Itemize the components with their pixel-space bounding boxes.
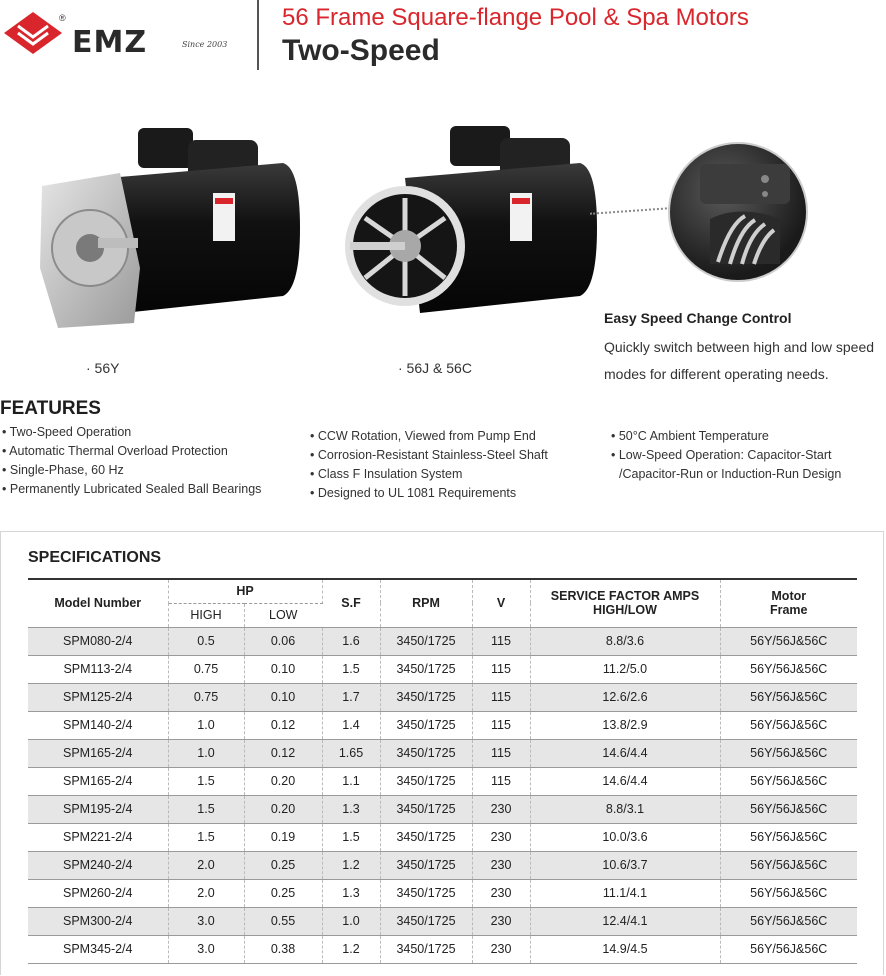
cell-motor-frame: 56Y/56J&56C [720, 907, 857, 935]
header-voltage: V [472, 579, 530, 627]
cell-hp-high: 1.5 [168, 823, 244, 851]
cell-rpm: 3450/1725 [380, 739, 472, 767]
table-row [28, 739, 857, 767]
cell-motor-frame: 56Y/56J&56C [720, 655, 857, 683]
feature-item: • Two-Speed Operation [2, 425, 261, 444]
cell-hp-low: 0.10 [244, 655, 322, 683]
header-sfa-line1: SERVICE FACTOR AMPS [550, 589, 700, 604]
cell-voltage: 230 [472, 879, 530, 907]
cell-hp-low: 0.20 [244, 767, 322, 795]
cell-rpm: 3450/1725 [380, 935, 472, 963]
cell-motor-frame: 56Y/56J&56C [720, 795, 857, 823]
cell-hp-high: 1.5 [168, 767, 244, 795]
header-sfa-line2: HIGH/LOW [593, 603, 657, 618]
cell-service-factor: 1.6 [322, 627, 380, 655]
brand-name: EMZ [72, 25, 148, 60]
table-row [28, 851, 857, 879]
cell-rpm: 3450/1725 [380, 879, 472, 907]
table-row [28, 935, 857, 963]
feature-item: /Capacitor-Run or Induction-Run Design [619, 467, 842, 481]
cell-model-number: SPM260-2/4 [28, 879, 168, 907]
cell-voltage: 115 [472, 711, 530, 739]
cell-service-factor-amps: 14.9/4.5 [530, 935, 720, 963]
cell-motor-frame: 56Y/56J&56C [720, 823, 857, 851]
feature-item: • CCW Rotation, Viewed from Pump End [310, 429, 548, 448]
cell-voltage: 115 [472, 655, 530, 683]
header-hp-high: HIGH [168, 603, 244, 627]
table-row [28, 879, 857, 907]
cell-hp-high: 2.0 [168, 851, 244, 879]
motor-56j-56c-image [345, 118, 597, 333]
feature-item: • Single-Phase, 60 Hz [2, 463, 261, 482]
header-divider [257, 0, 259, 70]
cell-service-factor: 1.5 [322, 655, 380, 683]
cell-motor-frame: 56Y/56J&56C [720, 767, 857, 795]
zoom-connector [590, 207, 670, 215]
cell-hp-high: 1.0 [168, 739, 244, 767]
cell-service-factor: 1.7 [322, 683, 380, 711]
cell-hp-low: 0.55 [244, 907, 322, 935]
table-row [28, 907, 857, 935]
cell-motor-frame: 56Y/56J&56C [720, 711, 857, 739]
cell-model-number: SPM300-2/4 [28, 907, 168, 935]
table-row [28, 711, 857, 739]
cell-model-number: SPM165-2/4 [28, 767, 168, 795]
header-model-number: Model Number [28, 579, 168, 627]
motor-56y-image [38, 118, 300, 333]
page-title: 56 Frame Square-flange Pool & Spa Motors [282, 4, 749, 31]
cell-service-factor: 1.1 [322, 767, 380, 795]
cell-service-factor: 1.3 [322, 795, 380, 823]
cell-service-factor-amps: 12.4/4.1 [530, 907, 720, 935]
cell-model-number: SPM125-2/4 [28, 683, 168, 711]
cell-service-factor-amps: 11.1/4.1 [530, 879, 720, 907]
feature-item: • Designed to UL 1081 Requirements [310, 486, 548, 505]
cell-hp-low: 0.12 [244, 711, 322, 739]
cell-service-factor-amps: 11.2/5.0 [530, 655, 720, 683]
cell-service-factor-amps: 10.6/3.7 [530, 851, 720, 879]
emz-logo-icon [2, 10, 64, 56]
table-row [28, 627, 857, 655]
cell-rpm: 3450/1725 [380, 683, 472, 711]
cell-voltage: 230 [472, 935, 530, 963]
cell-voltage: 230 [472, 907, 530, 935]
cell-hp-low: 0.25 [244, 851, 322, 879]
feature-item: • Low-Speed Operation: Capacitor-Start [611, 448, 841, 467]
cell-model-number: SPM240-2/4 [28, 851, 168, 879]
cell-model-number: SPM140-2/4 [28, 711, 168, 739]
brand-logo [2, 10, 242, 60]
cell-model-number: SPM080-2/4 [28, 627, 168, 655]
cell-motor-frame: 56Y/56J&56C [720, 627, 857, 655]
cell-model-number: SPM345-2/4 [28, 935, 168, 963]
cell-model-number: SPM221-2/4 [28, 823, 168, 851]
cell-voltage: 230 [472, 795, 530, 823]
cell-motor-frame: 56Y/56J&56C [720, 851, 857, 879]
header-motor-frame [720, 579, 857, 627]
cell-rpm: 3450/1725 [380, 795, 472, 823]
features-column-3 [611, 429, 841, 486]
feature-item: • Class F Insulation System [310, 467, 548, 486]
feature-item: • Corrosion-Resistant Stainless-Steel Shaft [310, 448, 548, 467]
cell-service-factor-amps: 10.0/3.6 [530, 823, 720, 851]
cell-rpm: 3450/1725 [380, 907, 472, 935]
feature-item: • Automatic Thermal Overload Protection [2, 444, 261, 463]
cell-motor-frame: 56Y/56J&56C [720, 683, 857, 711]
cell-hp-high: 3.0 [168, 935, 244, 963]
cell-rpm: 3450/1725 [380, 851, 472, 879]
cell-rpm: 3450/1725 [380, 627, 472, 655]
header-frame-line1: Motor [771, 589, 807, 604]
header-sf: S.F [322, 579, 380, 627]
cell-hp-low: 0.06 [244, 627, 322, 655]
cell-motor-frame: 56Y/56J&56C [720, 935, 857, 963]
cell-hp-high: 1.0 [168, 711, 244, 739]
cell-service-factor-amps: 14.6/4.4 [530, 739, 720, 767]
table-row [28, 823, 857, 851]
cell-voltage: 115 [472, 767, 530, 795]
cell-motor-frame: 56Y/56J&56C [720, 739, 857, 767]
table-row [28, 655, 857, 683]
cell-rpm: 3450/1725 [380, 823, 472, 851]
table-row [28, 767, 857, 795]
cell-service-factor: 1.3 [322, 879, 380, 907]
cell-service-factor-amps: 13.8/2.9 [530, 711, 720, 739]
caption-56y: · 56Y [86, 360, 120, 376]
cell-model-number: SPM195-2/4 [28, 795, 168, 823]
cell-model-number: SPM113-2/4 [28, 655, 168, 683]
registered-mark: ® [59, 13, 66, 23]
cell-hp-low: 0.25 [244, 879, 322, 907]
speed-switch-closeup-image [668, 142, 808, 282]
cell-service-factor: 1.0 [322, 907, 380, 935]
cell-model-number: SPM165-2/4 [28, 739, 168, 767]
cell-service-factor: 1.65 [322, 739, 380, 767]
brand-since: Since 2003 [182, 40, 228, 49]
cell-hp-high: 1.5 [168, 795, 244, 823]
cell-hp-low: 0.19 [244, 823, 322, 851]
feature-item: • 50°C Ambient Temperature [611, 429, 841, 448]
speed-control-title: Easy Speed Change Control [604, 310, 792, 326]
cell-hp-low: 0.12 [244, 739, 322, 767]
header-hp-low: LOW [269, 608, 298, 622]
features-column-2 [310, 429, 548, 505]
cell-hp-low: 0.38 [244, 935, 322, 963]
cell-service-factor: 1.4 [322, 711, 380, 739]
cell-service-factor: 1.2 [322, 935, 380, 963]
table-row [28, 795, 857, 823]
cell-service-factor-amps: 12.6/2.6 [530, 683, 720, 711]
features-column-1 [2, 425, 261, 501]
specifications-table-body [28, 627, 857, 963]
page-subtitle: Two-Speed [282, 34, 440, 67]
speed-control-description: Quickly switch between high and low speed modes for different operating needs. [604, 339, 875, 382]
cell-voltage: 230 [472, 823, 530, 851]
header-rpm: RPM [380, 579, 472, 627]
cell-service-factor-amps: 8.8/3.1 [530, 795, 720, 823]
cell-motor-frame: 56Y/56J&56C [720, 879, 857, 907]
cell-voltage: 115 [472, 683, 530, 711]
caption-56j-56c: · 56J & 56C [398, 360, 472, 376]
cell-rpm: 3450/1725 [380, 767, 472, 795]
cell-hp-high: 0.75 [168, 655, 244, 683]
cell-hp-high: 0.5 [168, 627, 244, 655]
header-frame-line2: Frame [769, 603, 808, 618]
cell-service-factor: 1.5 [322, 823, 380, 851]
specifications-title: SPECIFICATIONS [28, 549, 162, 566]
cell-hp-low: 0.20 [244, 795, 322, 823]
feature-item: • Permanently Lubricated Sealed Ball Bearings [2, 482, 261, 501]
specifications-table [28, 578, 857, 964]
cell-hp-low: 0.10 [244, 683, 322, 711]
cell-hp-high: 2.0 [168, 879, 244, 907]
table-row [28, 683, 857, 711]
cell-hp-high: 0.75 [168, 683, 244, 711]
header-hp: HP [168, 579, 322, 603]
cell-rpm: 3450/1725 [380, 711, 472, 739]
header-service-factor-amps [530, 579, 720, 627]
cell-voltage: 115 [472, 739, 530, 767]
cell-voltage: 115 [472, 627, 530, 655]
features-title: FEATURES [0, 398, 101, 419]
cell-service-factor-amps: 14.6/4.4 [530, 767, 720, 795]
cell-hp-high: 3.0 [168, 907, 244, 935]
cell-voltage: 230 [472, 851, 530, 879]
cell-service-factor: 1.2 [322, 851, 380, 879]
cell-rpm: 3450/1725 [380, 655, 472, 683]
cell-service-factor-amps: 8.8/3.6 [530, 627, 720, 655]
